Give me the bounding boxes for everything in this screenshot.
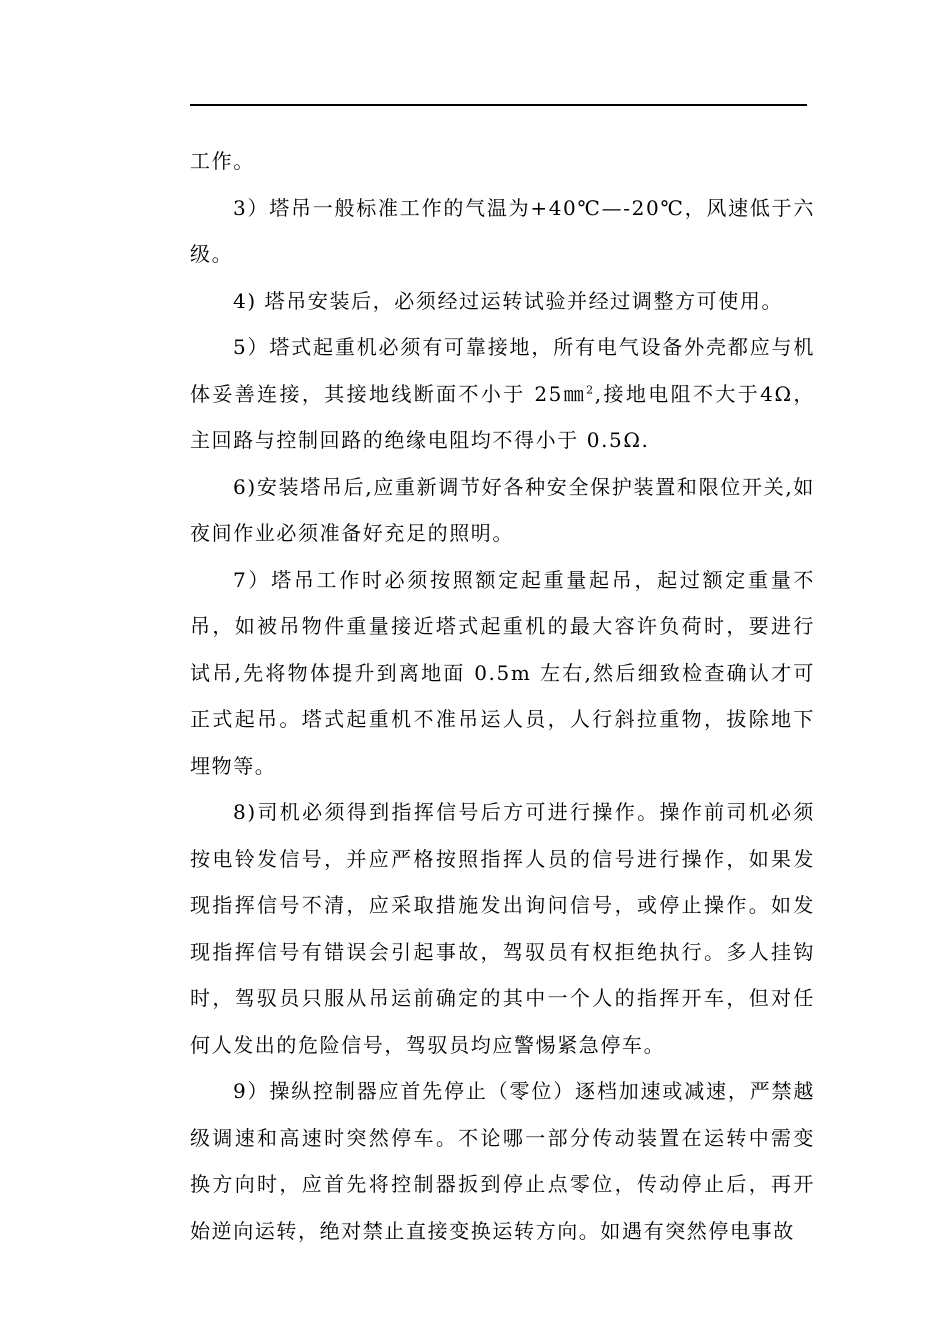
paragraph-item-5-part-a: 5）塔式起重机必须有可靠接地，所有电气设备外壳都应与机体妥善连接，其接地线断面不小于 25㎜ xyxy=(190,335,815,406)
paragraph-item-9: 9）操纵控制器应首先停止（零位）逐档加速或减速，严禁越级调速和高速时突然停车。不论哪一部分传动装置在运转中需变换方向时，应首先将控制器扳到停止点零位，传动停止后，再开始逆向运转，绝对禁止直接变换运转方向。如遇有突然停电事故 xyxy=(190,1079,815,1243)
paragraph-item-5-part-b: ,接地电阻不大于4Ω，主回路与控制回路的绝缘电阻均不得小于 0.5Ω. xyxy=(190,381,815,452)
body-text xyxy=(190,138,815,1254)
paragraph-item-8: 8)司机必须得到指挥信号后方可进行操作。操作前司机必须按电铃发信号，并应严格按照指挥人员的信号进行操作，如果发现指挥信号不清，应采取措施发出询问信号，或停止操作。如发现指挥信号有错误会引起事故，驾驭员有权拒绝执行。多人挂钩时，驾驭员只服从吊运前确定的其中一个人的指挥开车，但对任何人发出的危险信号，驾驭员均应警惕紧急停车。 xyxy=(190,800,815,1057)
paragraph-item-3: 3）塔吊一般标准工作的气温为+40℃—-20℃，风速低于六级。 xyxy=(190,195,815,266)
paragraph-item-5 xyxy=(190,324,815,464)
paragraph-item-6: 6)安装塔吊后,应重新调节好各种安全保护装置和限位开关,如夜间作业必须准备好充足的照明。 xyxy=(190,474,815,545)
paragraph-item-7: 7）塔吊工作时必须按照额定起重量起吊，起过额定重量不吊，如被吊物件重量接近塔式起重机的最大容许负荷时，要进行试吊,先将物体提升到离地面 0.5m 左右,然后细致检查确认才可正式起吊。塔式起重机不准吊运人员，人行斜拉重物，拔除地下埋物等。 xyxy=(190,567,815,778)
header-rule xyxy=(190,104,807,106)
paragraph-continuation: 工作。 xyxy=(190,149,255,173)
area-unit-superscript: 2 xyxy=(586,382,595,396)
paragraph-item-4: 4) 塔吊安装后，必须经过运转试验并经过调整方可使用。 xyxy=(233,288,784,313)
